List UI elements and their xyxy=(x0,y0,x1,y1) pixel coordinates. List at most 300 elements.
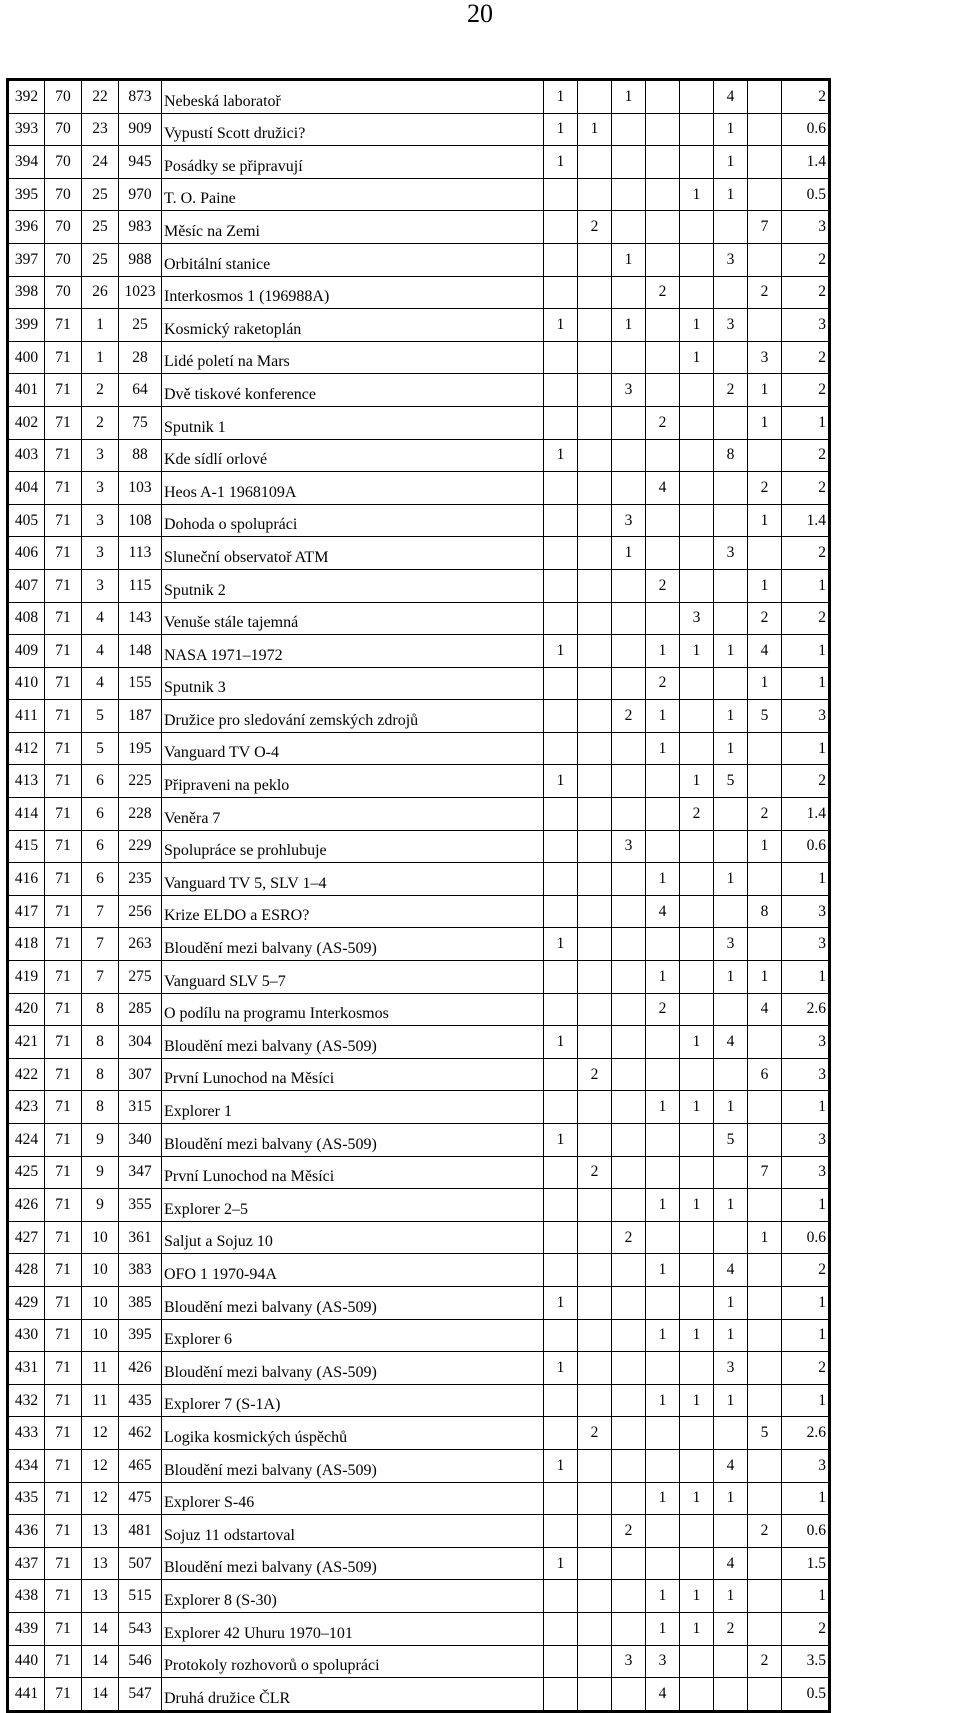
count-cell-6 xyxy=(714,472,748,505)
title-cell: Druhá družice ČLR xyxy=(162,1678,544,1712)
row-number-cell: 413 xyxy=(8,765,45,798)
count-cell-7 xyxy=(748,1124,782,1157)
row-number-cell: 437 xyxy=(8,1547,45,1580)
title-cell: Explorer 42 Uhuru 1970–101 xyxy=(162,1612,544,1645)
count-cell-6: 1 xyxy=(714,1286,748,1319)
count-cell-4: 1 xyxy=(646,1091,680,1124)
count-cell-1 xyxy=(544,537,578,570)
week-cell: 1 xyxy=(82,309,119,342)
count-cell-2 xyxy=(578,635,612,668)
count-cell-6: 1 xyxy=(714,146,748,179)
count-cell-4 xyxy=(646,146,680,179)
count-cell-2 xyxy=(578,276,612,309)
year-cell: 71 xyxy=(45,1091,82,1124)
score-cell: 1 xyxy=(782,1091,830,1124)
count-cell-6 xyxy=(714,667,748,700)
count-cell-4 xyxy=(646,830,680,863)
row-number-cell: 414 xyxy=(8,798,45,831)
page-cell: 315 xyxy=(119,1091,162,1124)
score-cell: 3 xyxy=(782,309,830,342)
count-cell-1 xyxy=(544,1058,578,1091)
count-cell-1 xyxy=(544,341,578,374)
count-cell-2 xyxy=(578,1645,612,1678)
count-cell-5 xyxy=(680,243,714,276)
count-cell-6 xyxy=(714,993,748,1026)
count-cell-1: 1 xyxy=(544,765,578,798)
table-row xyxy=(8,1417,830,1450)
count-cell-3 xyxy=(612,1547,646,1580)
count-cell-7 xyxy=(748,765,782,798)
count-cell-5 xyxy=(680,1254,714,1287)
year-cell: 71 xyxy=(45,472,82,505)
page-cell: 263 xyxy=(119,928,162,961)
count-cell-4 xyxy=(646,928,680,961)
table-body xyxy=(8,80,830,1712)
count-cell-7 xyxy=(748,1026,782,1059)
count-cell-5 xyxy=(680,537,714,570)
count-cell-3 xyxy=(612,635,646,668)
row-number-cell: 397 xyxy=(8,243,45,276)
count-cell-7 xyxy=(748,1286,782,1319)
count-cell-4: 1 xyxy=(646,1189,680,1222)
row-number-cell: 403 xyxy=(8,439,45,472)
count-cell-4: 1 xyxy=(646,1580,680,1613)
count-cell-2: 2 xyxy=(578,1156,612,1189)
year-cell: 70 xyxy=(45,80,82,114)
count-cell-1 xyxy=(544,406,578,439)
count-cell-5 xyxy=(680,276,714,309)
count-cell-1: 1 xyxy=(544,439,578,472)
year-cell: 71 xyxy=(45,961,82,994)
score-cell: 2 xyxy=(782,439,830,472)
count-cell-1 xyxy=(544,374,578,407)
count-cell-7 xyxy=(748,1580,782,1613)
count-cell-6: 4 xyxy=(714,1547,748,1580)
row-number-cell: 395 xyxy=(8,178,45,211)
page-cell: 235 xyxy=(119,863,162,896)
count-cell-4 xyxy=(646,374,680,407)
title-cell: Explorer 8 (S-30) xyxy=(162,1580,544,1613)
count-cell-4: 1 xyxy=(646,1482,680,1515)
score-cell: 3 xyxy=(782,895,830,928)
week-cell: 4 xyxy=(82,602,119,635)
title-cell: Saljut a Sojuz 10 xyxy=(162,1221,544,1254)
table-row xyxy=(8,1612,830,1645)
week-cell: 10 xyxy=(82,1254,119,1287)
count-cell-1 xyxy=(544,211,578,244)
count-cell-4: 4 xyxy=(646,895,680,928)
count-cell-5: 1 xyxy=(680,178,714,211)
count-cell-4: 2 xyxy=(646,667,680,700)
count-cell-2 xyxy=(578,1384,612,1417)
count-cell-2 xyxy=(578,146,612,179)
year-cell: 71 xyxy=(45,1156,82,1189)
page-cell: 426 xyxy=(119,1352,162,1385)
count-cell-6: 1 xyxy=(714,178,748,211)
score-cell: 0.5 xyxy=(782,1678,830,1712)
week-cell: 2 xyxy=(82,406,119,439)
page-cell: 1023 xyxy=(119,276,162,309)
page-cell: 64 xyxy=(119,374,162,407)
title-cell: Kosmický raketoplán xyxy=(162,309,544,342)
count-cell-5: 1 xyxy=(680,765,714,798)
count-cell-6 xyxy=(714,895,748,928)
week-cell: 13 xyxy=(82,1515,119,1548)
table-row xyxy=(8,1124,830,1157)
count-cell-7: 1 xyxy=(748,504,782,537)
count-cell-4: 4 xyxy=(646,1678,680,1712)
title-cell: Explorer 6 xyxy=(162,1319,544,1352)
week-cell: 12 xyxy=(82,1417,119,1450)
row-number-cell: 424 xyxy=(8,1124,45,1157)
week-cell: 14 xyxy=(82,1645,119,1678)
count-cell-3 xyxy=(612,472,646,505)
count-cell-6 xyxy=(714,211,748,244)
count-cell-3 xyxy=(612,895,646,928)
table-row xyxy=(8,178,830,211)
count-cell-1 xyxy=(544,1254,578,1287)
score-cell: 2 xyxy=(782,374,830,407)
count-cell-5: 1 xyxy=(680,1319,714,1352)
count-cell-1 xyxy=(544,1580,578,1613)
week-cell: 25 xyxy=(82,211,119,244)
count-cell-5 xyxy=(680,374,714,407)
count-cell-3 xyxy=(612,1352,646,1385)
page-cell: 75 xyxy=(119,406,162,439)
count-cell-6: 1 xyxy=(714,1189,748,1222)
count-cell-1: 1 xyxy=(544,928,578,961)
count-cell-3 xyxy=(612,406,646,439)
table-row xyxy=(8,895,830,928)
count-cell-1 xyxy=(544,602,578,635)
page-cell: 385 xyxy=(119,1286,162,1319)
row-number-cell: 400 xyxy=(8,341,45,374)
count-cell-5: 1 xyxy=(680,309,714,342)
row-number-cell: 417 xyxy=(8,895,45,928)
title-cell: Sojuz 11 odstartoval xyxy=(162,1515,544,1548)
table-row xyxy=(8,276,830,309)
week-cell: 1 xyxy=(82,341,119,374)
table-row xyxy=(8,1156,830,1189)
count-cell-1 xyxy=(544,1515,578,1548)
page-cell: 546 xyxy=(119,1645,162,1678)
count-cell-6: 3 xyxy=(714,928,748,961)
count-cell-3 xyxy=(612,341,646,374)
count-cell-1 xyxy=(544,798,578,831)
score-cell: 2 xyxy=(782,243,830,276)
count-cell-1: 1 xyxy=(544,80,578,114)
count-cell-3 xyxy=(612,1124,646,1157)
page-cell: 547 xyxy=(119,1678,162,1712)
count-cell-3 xyxy=(612,1482,646,1515)
score-cell: 1 xyxy=(782,1189,830,1222)
page-cell: 275 xyxy=(119,961,162,994)
score-cell: 1 xyxy=(782,732,830,765)
count-cell-3 xyxy=(612,1091,646,1124)
score-cell: 1 xyxy=(782,667,830,700)
title-cell: Měsíc na Zemi xyxy=(162,211,544,244)
count-cell-5: 3 xyxy=(680,602,714,635)
week-cell: 3 xyxy=(82,439,119,472)
count-cell-1: 1 xyxy=(544,1449,578,1482)
count-cell-1 xyxy=(544,732,578,765)
count-cell-6 xyxy=(714,406,748,439)
table-row xyxy=(8,635,830,668)
year-cell: 71 xyxy=(45,928,82,961)
count-cell-3 xyxy=(612,1417,646,1450)
table-row xyxy=(8,1449,830,1482)
count-cell-1 xyxy=(544,667,578,700)
count-cell-7: 2 xyxy=(748,798,782,831)
year-cell: 70 xyxy=(45,178,82,211)
count-cell-1 xyxy=(544,700,578,733)
table-row xyxy=(8,765,830,798)
count-cell-7: 1 xyxy=(748,830,782,863)
count-cell-2 xyxy=(578,1678,612,1712)
count-cell-2 xyxy=(578,1612,612,1645)
table-row xyxy=(8,1384,830,1417)
week-cell: 4 xyxy=(82,635,119,668)
count-cell-3 xyxy=(612,1449,646,1482)
count-cell-7: 1 xyxy=(748,961,782,994)
year-cell: 71 xyxy=(45,537,82,570)
count-cell-7 xyxy=(748,178,782,211)
count-cell-4 xyxy=(646,1352,680,1385)
count-cell-2 xyxy=(578,243,612,276)
count-cell-5: 1 xyxy=(680,1026,714,1059)
week-cell: 8 xyxy=(82,1058,119,1091)
page-cell: 148 xyxy=(119,635,162,668)
count-cell-3 xyxy=(612,602,646,635)
row-number-cell: 425 xyxy=(8,1156,45,1189)
year-cell: 71 xyxy=(45,765,82,798)
count-cell-4: 1 xyxy=(646,1384,680,1417)
count-cell-2 xyxy=(578,1254,612,1287)
count-cell-1 xyxy=(544,1189,578,1222)
title-cell: Venuše stále tajemná xyxy=(162,602,544,635)
row-number-cell: 393 xyxy=(8,113,45,146)
count-cell-1: 1 xyxy=(544,1352,578,1385)
count-cell-3 xyxy=(612,1678,646,1712)
year-cell: 71 xyxy=(45,1384,82,1417)
title-cell: Dvě tiskové konference xyxy=(162,374,544,407)
score-cell: 0.5 xyxy=(782,178,830,211)
year-cell: 71 xyxy=(45,863,82,896)
count-cell-7 xyxy=(748,1091,782,1124)
count-cell-7 xyxy=(748,309,782,342)
page-cell: 108 xyxy=(119,504,162,537)
score-cell: 0.6 xyxy=(782,1515,830,1548)
page-cell: 355 xyxy=(119,1189,162,1222)
title-cell: Družice pro sledování zemských zdrojů xyxy=(162,700,544,733)
year-cell: 71 xyxy=(45,1189,82,1222)
page-cell: 340 xyxy=(119,1124,162,1157)
count-cell-1 xyxy=(544,830,578,863)
week-cell: 3 xyxy=(82,537,119,570)
year-cell: 70 xyxy=(45,276,82,309)
count-cell-4 xyxy=(646,1026,680,1059)
title-cell: Vypustí Scott družici? xyxy=(162,113,544,146)
score-cell: 1.4 xyxy=(782,146,830,179)
count-cell-5 xyxy=(680,830,714,863)
row-number-cell: 396 xyxy=(8,211,45,244)
count-cell-6: 1 xyxy=(714,635,748,668)
week-cell: 10 xyxy=(82,1286,119,1319)
page-cell: 945 xyxy=(119,146,162,179)
page-cell: 28 xyxy=(119,341,162,374)
count-cell-3 xyxy=(612,1580,646,1613)
title-cell: Dohoda o spolupráci xyxy=(162,504,544,537)
row-number-cell: 426 xyxy=(8,1189,45,1222)
count-cell-5 xyxy=(680,1352,714,1385)
count-cell-3 xyxy=(612,765,646,798)
count-cell-1: 1 xyxy=(544,113,578,146)
count-cell-2 xyxy=(578,993,612,1026)
row-number-cell: 439 xyxy=(8,1612,45,1645)
page-cell: 195 xyxy=(119,732,162,765)
row-number-cell: 440 xyxy=(8,1645,45,1678)
count-cell-2 xyxy=(578,1515,612,1548)
count-cell-5 xyxy=(680,569,714,602)
count-cell-4 xyxy=(646,765,680,798)
score-cell: 1 xyxy=(782,406,830,439)
count-cell-4: 1 xyxy=(646,635,680,668)
table-row xyxy=(8,1026,830,1059)
year-cell: 70 xyxy=(45,113,82,146)
score-cell: 3 xyxy=(782,1449,830,1482)
count-cell-5 xyxy=(680,863,714,896)
row-number-cell: 401 xyxy=(8,374,45,407)
count-cell-2 xyxy=(578,569,612,602)
title-cell: První Lunochod na Měsíci xyxy=(162,1058,544,1091)
table-row xyxy=(8,1286,830,1319)
count-cell-5 xyxy=(680,146,714,179)
count-cell-5 xyxy=(680,211,714,244)
count-cell-6 xyxy=(714,276,748,309)
count-cell-7 xyxy=(748,1384,782,1417)
score-cell: 1.4 xyxy=(782,504,830,537)
count-cell-4 xyxy=(646,113,680,146)
table-row xyxy=(8,1515,830,1548)
week-cell: 14 xyxy=(82,1612,119,1645)
week-cell: 6 xyxy=(82,863,119,896)
title-cell: Logika kosmických úspěchů xyxy=(162,1417,544,1450)
year-cell: 71 xyxy=(45,1319,82,1352)
row-number-cell: 402 xyxy=(8,406,45,439)
row-number-cell: 438 xyxy=(8,1580,45,1613)
score-cell: 0.6 xyxy=(782,113,830,146)
count-cell-7: 5 xyxy=(748,1417,782,1450)
count-cell-6 xyxy=(714,1058,748,1091)
count-cell-3 xyxy=(612,928,646,961)
year-cell: 71 xyxy=(45,1482,82,1515)
score-cell: 2 xyxy=(782,1254,830,1287)
count-cell-4: 2 xyxy=(646,276,680,309)
count-cell-4 xyxy=(646,80,680,114)
week-cell: 11 xyxy=(82,1352,119,1385)
count-cell-4 xyxy=(646,341,680,374)
title-cell: Veněra 7 xyxy=(162,798,544,831)
count-cell-6 xyxy=(714,1515,748,1548)
page-cell: 435 xyxy=(119,1384,162,1417)
table-row xyxy=(8,211,830,244)
count-cell-2 xyxy=(578,1221,612,1254)
count-cell-1 xyxy=(544,1221,578,1254)
table-row xyxy=(8,472,830,505)
page-cell: 115 xyxy=(119,569,162,602)
count-cell-1: 1 xyxy=(544,309,578,342)
row-number-cell: 428 xyxy=(8,1254,45,1287)
count-cell-6: 4 xyxy=(714,1026,748,1059)
table-row xyxy=(8,700,830,733)
table-row xyxy=(8,1678,830,1712)
count-cell-2 xyxy=(578,700,612,733)
count-cell-4: 1 xyxy=(646,732,680,765)
row-number-cell: 436 xyxy=(8,1515,45,1548)
count-cell-3 xyxy=(612,732,646,765)
count-cell-2 xyxy=(578,602,612,635)
table-row xyxy=(8,113,830,146)
count-cell-3: 2 xyxy=(612,1221,646,1254)
table-row xyxy=(8,439,830,472)
score-cell: 3 xyxy=(782,1124,830,1157)
count-cell-6 xyxy=(714,569,748,602)
row-number-cell: 412 xyxy=(8,732,45,765)
count-cell-1 xyxy=(544,993,578,1026)
page-cell: 465 xyxy=(119,1449,162,1482)
score-cell: 3 xyxy=(782,211,830,244)
year-cell: 71 xyxy=(45,635,82,668)
count-cell-5 xyxy=(680,1221,714,1254)
count-cell-4 xyxy=(646,211,680,244)
score-cell: 1 xyxy=(782,1580,830,1613)
week-cell: 9 xyxy=(82,1156,119,1189)
count-cell-6: 1 xyxy=(714,1482,748,1515)
row-number-cell: 430 xyxy=(8,1319,45,1352)
row-number-cell: 420 xyxy=(8,993,45,1026)
page-cell: 143 xyxy=(119,602,162,635)
count-cell-5 xyxy=(680,1515,714,1548)
score-cell: 3 xyxy=(782,1156,830,1189)
page-number: 20 xyxy=(467,0,493,28)
page-cell: 285 xyxy=(119,993,162,1026)
count-cell-4: 1 xyxy=(646,961,680,994)
row-number-cell: 406 xyxy=(8,537,45,570)
count-cell-6: 1 xyxy=(714,700,748,733)
week-cell: 5 xyxy=(82,732,119,765)
page-cell: 113 xyxy=(119,537,162,570)
count-cell-3: 3 xyxy=(612,374,646,407)
week-cell: 13 xyxy=(82,1580,119,1613)
title-cell: Sputnik 1 xyxy=(162,406,544,439)
table-row xyxy=(8,1221,830,1254)
count-cell-1 xyxy=(544,243,578,276)
count-cell-5 xyxy=(680,1417,714,1450)
page-cell: 983 xyxy=(119,211,162,244)
count-cell-5: 1 xyxy=(680,1482,714,1515)
count-cell-2 xyxy=(578,961,612,994)
page-cell: 970 xyxy=(119,178,162,211)
table-row xyxy=(8,1319,830,1352)
count-cell-6: 5 xyxy=(714,765,748,798)
count-cell-5 xyxy=(680,1124,714,1157)
count-cell-6 xyxy=(714,1221,748,1254)
row-number-cell: 405 xyxy=(8,504,45,537)
row-number-cell: 423 xyxy=(8,1091,45,1124)
count-cell-2 xyxy=(578,309,612,342)
count-cell-5: 1 xyxy=(680,1580,714,1613)
week-cell: 5 xyxy=(82,700,119,733)
